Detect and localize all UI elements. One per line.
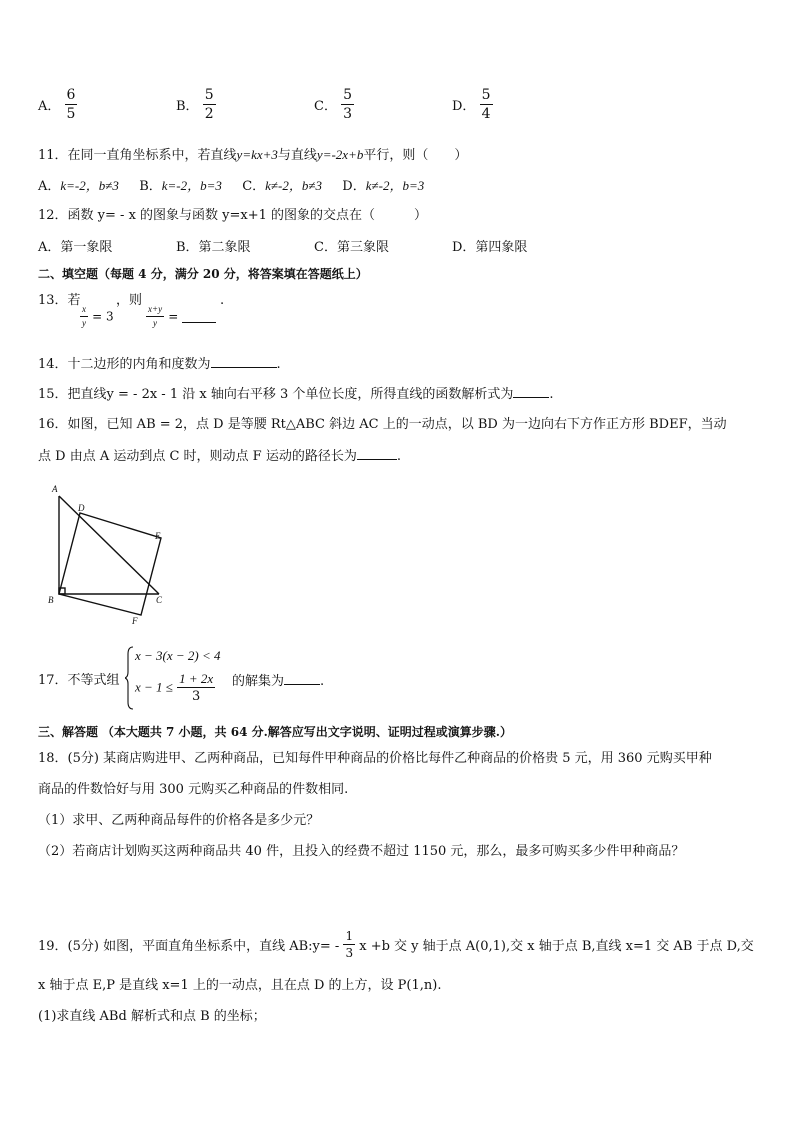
q14-text: 14．十二边形的内角和度数为 bbox=[38, 357, 211, 372]
q19-text: 19．(5分) 如图，平面直角坐标系中，直线 AB:y= - bbox=[38, 939, 340, 954]
numerator: x bbox=[80, 305, 88, 317]
option-label: B． bbox=[139, 179, 162, 194]
q14 bbox=[38, 355, 281, 374]
q16-line-1: 16．如图，已知 AB = 2，点 D 是等腰 Rt△ABC 斜边 AC 上的一动点，以 BD 为一边向右下方作正方形 BDEF，当动 bbox=[38, 417, 727, 432]
label-a: A bbox=[52, 484, 58, 494]
numerator: 6 bbox=[66, 87, 76, 103]
q16-text: 点 D 由点 A 运动到点 C 时，则动点 F 运动的路径长为 bbox=[38, 449, 357, 464]
q17-end: . bbox=[320, 674, 325, 689]
fraction bbox=[146, 305, 164, 328]
label-c: C bbox=[156, 595, 163, 605]
q12-option-d: D．第四象限 bbox=[452, 240, 528, 255]
numerator: 5 bbox=[204, 87, 214, 103]
q11-expr2: y=-2x+b bbox=[316, 147, 364, 162]
q14-end: . bbox=[276, 357, 281, 372]
fraction bbox=[177, 672, 215, 703]
q19-text: x +b 交 y 轴于点 A(0,1),交 x 轴于点 B,直线 x=1 交 AB 于点 D,交 bbox=[359, 939, 754, 954]
option-label: B． bbox=[176, 99, 199, 114]
option-label: A． bbox=[38, 99, 61, 114]
option-label: A． bbox=[38, 179, 61, 194]
denominator: 5 bbox=[66, 106, 76, 122]
q13-prefix: 13．若 bbox=[38, 293, 81, 308]
option-text: k≠-2，b≠3 bbox=[265, 178, 323, 193]
q15-end: . bbox=[549, 387, 554, 402]
denominator: 2 bbox=[204, 106, 214, 122]
q17-inequality-2 bbox=[135, 672, 215, 703]
numerator: x+y bbox=[146, 305, 164, 317]
square-bdef bbox=[59, 513, 161, 615]
system-brace bbox=[125, 646, 135, 710]
q17-prefix: 17．不等式组 bbox=[38, 673, 120, 688]
equals-sign: = bbox=[168, 309, 179, 324]
answer-blank bbox=[513, 385, 549, 398]
label-d: D bbox=[78, 503, 85, 513]
section-3-heading bbox=[38, 723, 512, 741]
section-3-title: 三、解答题 bbox=[38, 725, 99, 739]
fraction bbox=[203, 88, 216, 121]
section-3-note: （本大题共 7 小题，共 64 分.解答应写出文字说明、证明过程或演算步骤.） bbox=[101, 725, 512, 739]
q11-text: 平行，则（ ） bbox=[363, 148, 468, 163]
option-label: C． bbox=[314, 99, 337, 114]
q19-line-2: x 轴于点 E,P 是直线 x=1 上的一动点，且在点 D 的上方，设 P(1,n). bbox=[38, 978, 442, 993]
q11-expr1: y=kx+3 bbox=[236, 147, 278, 162]
denominator: 4 bbox=[481, 106, 491, 122]
option-text: k=-2，b=3 bbox=[161, 178, 222, 193]
q15 bbox=[38, 385, 554, 404]
numerator: 5 bbox=[343, 87, 353, 103]
fraction bbox=[341, 88, 354, 121]
option-label: D． bbox=[452, 99, 476, 114]
q11-stem bbox=[38, 146, 467, 165]
q18-line-2: 商品的件数恰好与用 300 元购买乙种商品的件数相同. bbox=[38, 782, 349, 797]
numerator: 1 + 2x bbox=[179, 671, 214, 686]
denominator: y bbox=[153, 318, 158, 328]
answer-blank bbox=[182, 310, 216, 323]
q10-option-d bbox=[452, 88, 493, 121]
q12-option-b: B．第二象限 bbox=[176, 240, 251, 255]
q19-line-1 bbox=[38, 930, 754, 959]
q16-end: . bbox=[396, 449, 401, 464]
answer-blank bbox=[211, 355, 277, 368]
q11-options bbox=[38, 177, 424, 196]
numerator: 5 bbox=[481, 87, 491, 103]
q13-rhs: = 3 bbox=[92, 309, 114, 324]
q13-condition bbox=[80, 305, 114, 328]
q16-line-2 bbox=[38, 447, 401, 466]
q18-sub-2: （2）若商店计划购买这两种商品共 40 件，且投入的经费不超过 1150 元，那么，最多可购买多少件甲种商品？ bbox=[38, 844, 685, 859]
fraction bbox=[343, 930, 355, 959]
fraction bbox=[480, 88, 493, 121]
answer-blank bbox=[284, 672, 320, 685]
q19-sub-1: (1)求直线 ABd 解析式和点 B 的坐标； bbox=[38, 1009, 266, 1024]
denominator: 3 bbox=[345, 946, 354, 960]
q11-text: 11．在同一直角坐标系中，若直线 bbox=[38, 148, 237, 163]
q10-option-b bbox=[176, 88, 216, 121]
label-b: B bbox=[48, 595, 54, 605]
label-e: E bbox=[155, 531, 161, 541]
q18-line-1: 18．(5分) 某商店购进甲、乙两种商品，已知每件甲种商品的价格比每件乙种商品的价格贵 5 元，用 360 元购买甲种 bbox=[38, 751, 712, 766]
q17-inequality-1: x − 3(x − 2) < 4 bbox=[135, 648, 221, 663]
q15-text: 15．把直线y = - 2x - 1 沿 x 轴向右平移 3 个单位长度，所得直线的函数解析式为 bbox=[38, 387, 514, 402]
section-2-heading: 二、填空题（每题 4 分，满分 20 分，将答案填在答题纸上） bbox=[38, 267, 368, 281]
q17-text: 的解集为 bbox=[232, 674, 285, 689]
segment-ac bbox=[59, 496, 159, 594]
option-text: k≠-2，b=3 bbox=[365, 178, 425, 193]
label-f: F bbox=[132, 616, 138, 626]
q13-end: . bbox=[220, 293, 225, 308]
q13 bbox=[38, 292, 81, 310]
answer-blank bbox=[357, 447, 397, 460]
q13-expression bbox=[146, 305, 216, 328]
numerator: 1 bbox=[345, 929, 354, 943]
option-label: D． bbox=[342, 179, 366, 194]
option-label: C． bbox=[242, 179, 266, 194]
q12-option-c: C．第三象限 bbox=[314, 240, 389, 255]
q18-sub-1: （1）求甲、乙两种商品每件的价格各是多少元？ bbox=[38, 813, 320, 828]
denominator: 3 bbox=[343, 106, 353, 122]
option-text: k=-2，b≠3 bbox=[60, 178, 119, 193]
inequality-left: x − 1 ≤ bbox=[135, 679, 173, 695]
fraction bbox=[65, 88, 78, 121]
q13-then: ，则 bbox=[116, 293, 143, 308]
geometry-figure bbox=[40, 482, 180, 630]
denominator: 3 bbox=[191, 689, 201, 704]
q11-text: 与直线 bbox=[277, 148, 317, 163]
q10-option-a bbox=[38, 88, 77, 121]
fraction bbox=[80, 305, 88, 328]
q12-stem: 12．函数 y= - x 的图象与函数 y=x+1 的图象的交点在（ ） bbox=[38, 208, 428, 223]
denominator: y bbox=[82, 318, 86, 328]
q17-suffix bbox=[232, 672, 324, 691]
q12-option-a: A．第一象限 bbox=[38, 240, 113, 255]
q10-option-c bbox=[314, 88, 354, 121]
